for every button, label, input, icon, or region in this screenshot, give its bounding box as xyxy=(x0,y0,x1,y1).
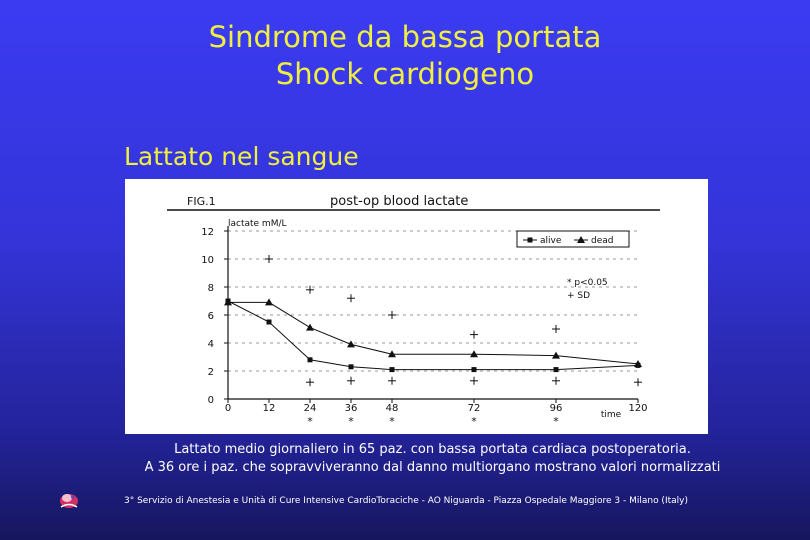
point-dead xyxy=(306,324,314,331)
caption-line2: A 36 ore i paz. che sopravviveranno dal danno multiorgano mostrano valori normalizzati xyxy=(144,460,721,475)
annotation-pvalue: * p<0.05 xyxy=(567,278,608,288)
slide-subtitle: Lattato nel sangue xyxy=(124,142,359,171)
x-tick-label: 72 xyxy=(467,403,481,414)
point-alive xyxy=(267,320,272,325)
x-axis-label: time xyxy=(600,410,622,420)
significance-star: * xyxy=(307,415,313,428)
point-dead xyxy=(347,340,355,347)
point-alive xyxy=(554,367,559,372)
y-tick-label: 6 xyxy=(207,311,214,322)
point-alive xyxy=(308,357,313,362)
slide-title-line1: Sindrome da bassa portata xyxy=(208,20,602,54)
x-tick-label: 48 xyxy=(385,403,399,414)
point-alive xyxy=(390,367,395,372)
x-tick-label: 96 xyxy=(549,403,563,414)
significance-star: * xyxy=(348,415,354,428)
chart-title: post-op blood lactate xyxy=(330,194,469,209)
series-line-alive xyxy=(228,301,638,370)
slide-title-line2: Shock cardiogeno xyxy=(275,57,535,91)
x-tick-label: 120 xyxy=(628,403,648,414)
footer-text: 3° Servizio di Anestesia e Unità di Cure Intensive CardioToraciche - AO Niguarda - Piazza Ospedale Maggiore 3 - Milano (Italy) xyxy=(124,496,688,506)
lactate-chart xyxy=(125,179,708,434)
significance-star: * xyxy=(389,415,395,428)
point-alive xyxy=(472,367,477,372)
fig-label: FIG.1 xyxy=(187,195,216,208)
legend-marker-alive xyxy=(528,238,533,243)
logo-icon xyxy=(58,489,80,515)
point-alive xyxy=(349,364,354,369)
y-tick-label: 12 xyxy=(201,227,214,238)
x-tick-label: 0 xyxy=(224,403,232,414)
point-dead xyxy=(265,298,273,305)
y-axis-label: lactate mM/L xyxy=(228,219,287,229)
y-tick-label: 0 xyxy=(207,395,214,406)
caption-line1: Lattato medio giornaliero in 65 paz. con bassa portata cardiaca postoperatoria. xyxy=(174,442,691,457)
x-tick-label: 24 xyxy=(303,403,317,414)
x-tick-label: 36 xyxy=(344,403,358,414)
significance-star: * xyxy=(553,415,559,428)
y-tick-label: 8 xyxy=(207,283,214,294)
y-tick-label: 10 xyxy=(201,255,214,266)
y-tick-label: 2 xyxy=(207,367,214,378)
legend-label-alive: alive xyxy=(540,236,562,246)
legend-label-dead: dead xyxy=(591,236,614,246)
significance-star: * xyxy=(471,415,477,428)
annotation-sd: + SD xyxy=(567,291,591,301)
y-tick-label: 4 xyxy=(207,339,214,350)
series-line-dead xyxy=(228,302,638,364)
x-tick-label: 12 xyxy=(262,403,276,414)
